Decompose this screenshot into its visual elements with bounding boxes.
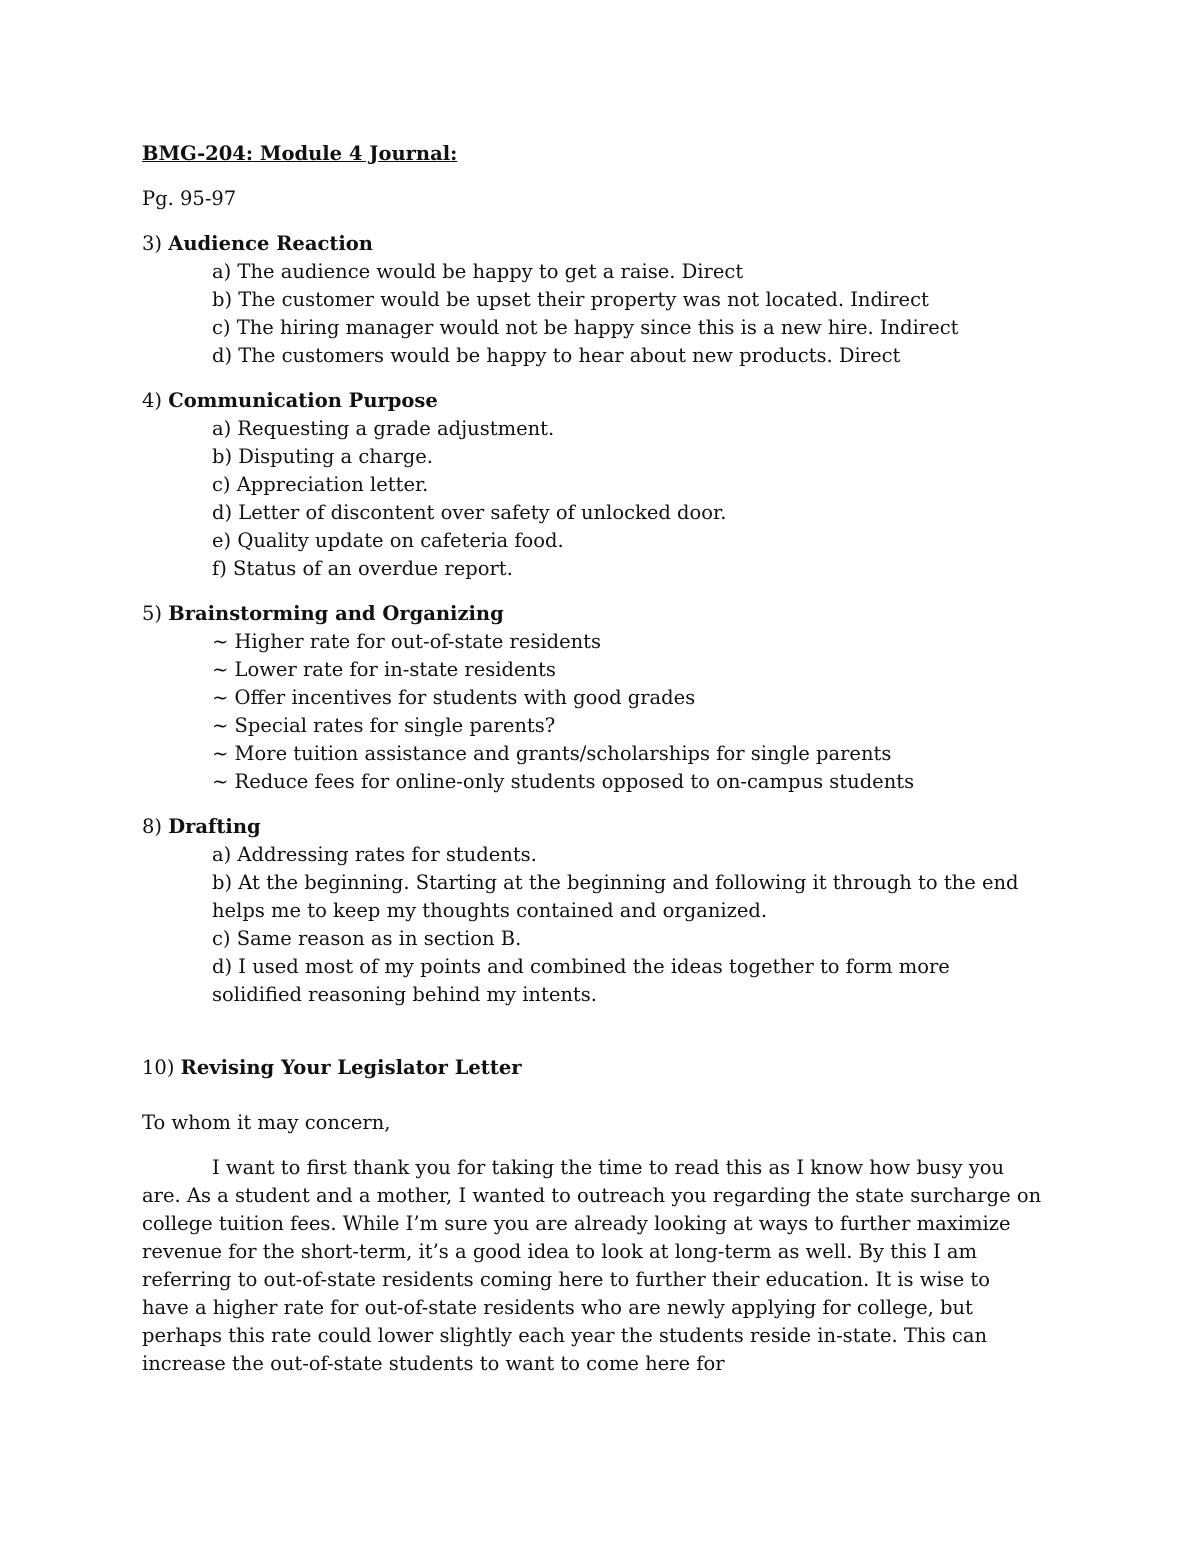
- list-item: b) The customer would be upset their property was not located. Indirect: [212, 288, 929, 311]
- section-heading: [142, 230, 1042, 258]
- list-item: ~ Special rates for single parents?: [212, 714, 556, 737]
- section-heading: [142, 387, 1042, 415]
- section-number: 4): [142, 389, 169, 412]
- section-title: Brainstorming and Organizing: [168, 602, 504, 625]
- list-item: d) Letter of discontent over safety of unlocked door.: [212, 501, 727, 524]
- list-item: c) The hiring manager would not be happy since this is a new hire. Indirect: [212, 316, 959, 339]
- answer-list: [142, 841, 1042, 1009]
- section-title: Revising Your Legislator Letter: [180, 1056, 522, 1079]
- section-heading: [142, 813, 1042, 841]
- page-reference: Pg. 95-97: [142, 187, 237, 210]
- answer-list: [142, 258, 1042, 370]
- section-number: 3): [142, 232, 169, 255]
- list-item: b) Disputing a charge.: [212, 445, 433, 468]
- list-item: c) Appreciation letter.: [212, 473, 429, 496]
- list-item: e) Quality update on cafeteria food.: [212, 529, 564, 552]
- list-item: b) At the beginning. Starting at the beginning and following it through to the end helps me to keep my thoughts contained and organized.: [212, 871, 1019, 922]
- list-item: ~ Higher rate for out-of-state residents: [212, 630, 602, 653]
- list-item: ~ Reduce fees for online-only students opposed to on-campus students: [212, 770, 915, 793]
- document-body: [142, 140, 1042, 1378]
- section-number: 5): [142, 602, 169, 625]
- section-title: Audience Reaction: [168, 232, 373, 255]
- list-item: c) Same reason as in section B.: [212, 927, 522, 950]
- letter-paragraph: I want to first thank you for taking the time to read this as I know how busy you are. As a student and a mother, I wanted to outreach you regarding the state surcharge on college tuition fees. While I’m sure you are already looking at ways to further maximize revenue for the short-term, it’s a good idea to look at long-term as well. By this I am referring to out-of-state residents coming here to further their education. It is wise to have a higher rate for out-of-state residents who are newly applying for college, but perhaps this rate could lower slightly each year the students reside in-state. This can increase the out-of-state students to want to come here for: [142, 1156, 1042, 1375]
- section-drafting: [142, 813, 1042, 1009]
- section-title: Communication Purpose: [168, 389, 438, 412]
- document-title: BMG-204: Module 4 Journal:: [142, 142, 458, 165]
- list-item: ~ Offer incentives for students with good grades: [212, 686, 696, 709]
- section-title: Drafting: [168, 815, 261, 838]
- list-item: ~ More tuition assistance and grants/scholarships for single parents: [212, 742, 892, 765]
- section-brainstorming: [142, 600, 1042, 796]
- answer-list: [142, 415, 1042, 583]
- list-item: f) Status of an overdue report.: [212, 557, 513, 580]
- section-number: 8): [142, 815, 169, 838]
- section-communication-purpose: [142, 387, 1042, 583]
- section-heading: [142, 1054, 1042, 1082]
- section-heading: [142, 600, 1042, 628]
- letter-salutation: To whom it may concern,: [142, 1111, 391, 1134]
- list-item: a) Requesting a grade adjustment.: [212, 417, 555, 440]
- section-revising: [142, 1054, 1042, 1082]
- list-item: a) The audience would be happy to get a raise. Direct: [212, 260, 744, 283]
- list-item: d) I used most of my points and combined the ideas together to form more solidified reasoning behind my intents.: [212, 955, 950, 1006]
- section-number: 10): [142, 1056, 181, 1079]
- section-audience-reaction: [142, 230, 1042, 370]
- answer-list: [142, 628, 1042, 796]
- list-item: d) The customers would be happy to hear about new products. Direct: [212, 344, 901, 367]
- list-item: a) Addressing rates for students.: [212, 843, 537, 866]
- list-item: ~ Lower rate for in-state residents: [212, 658, 556, 681]
